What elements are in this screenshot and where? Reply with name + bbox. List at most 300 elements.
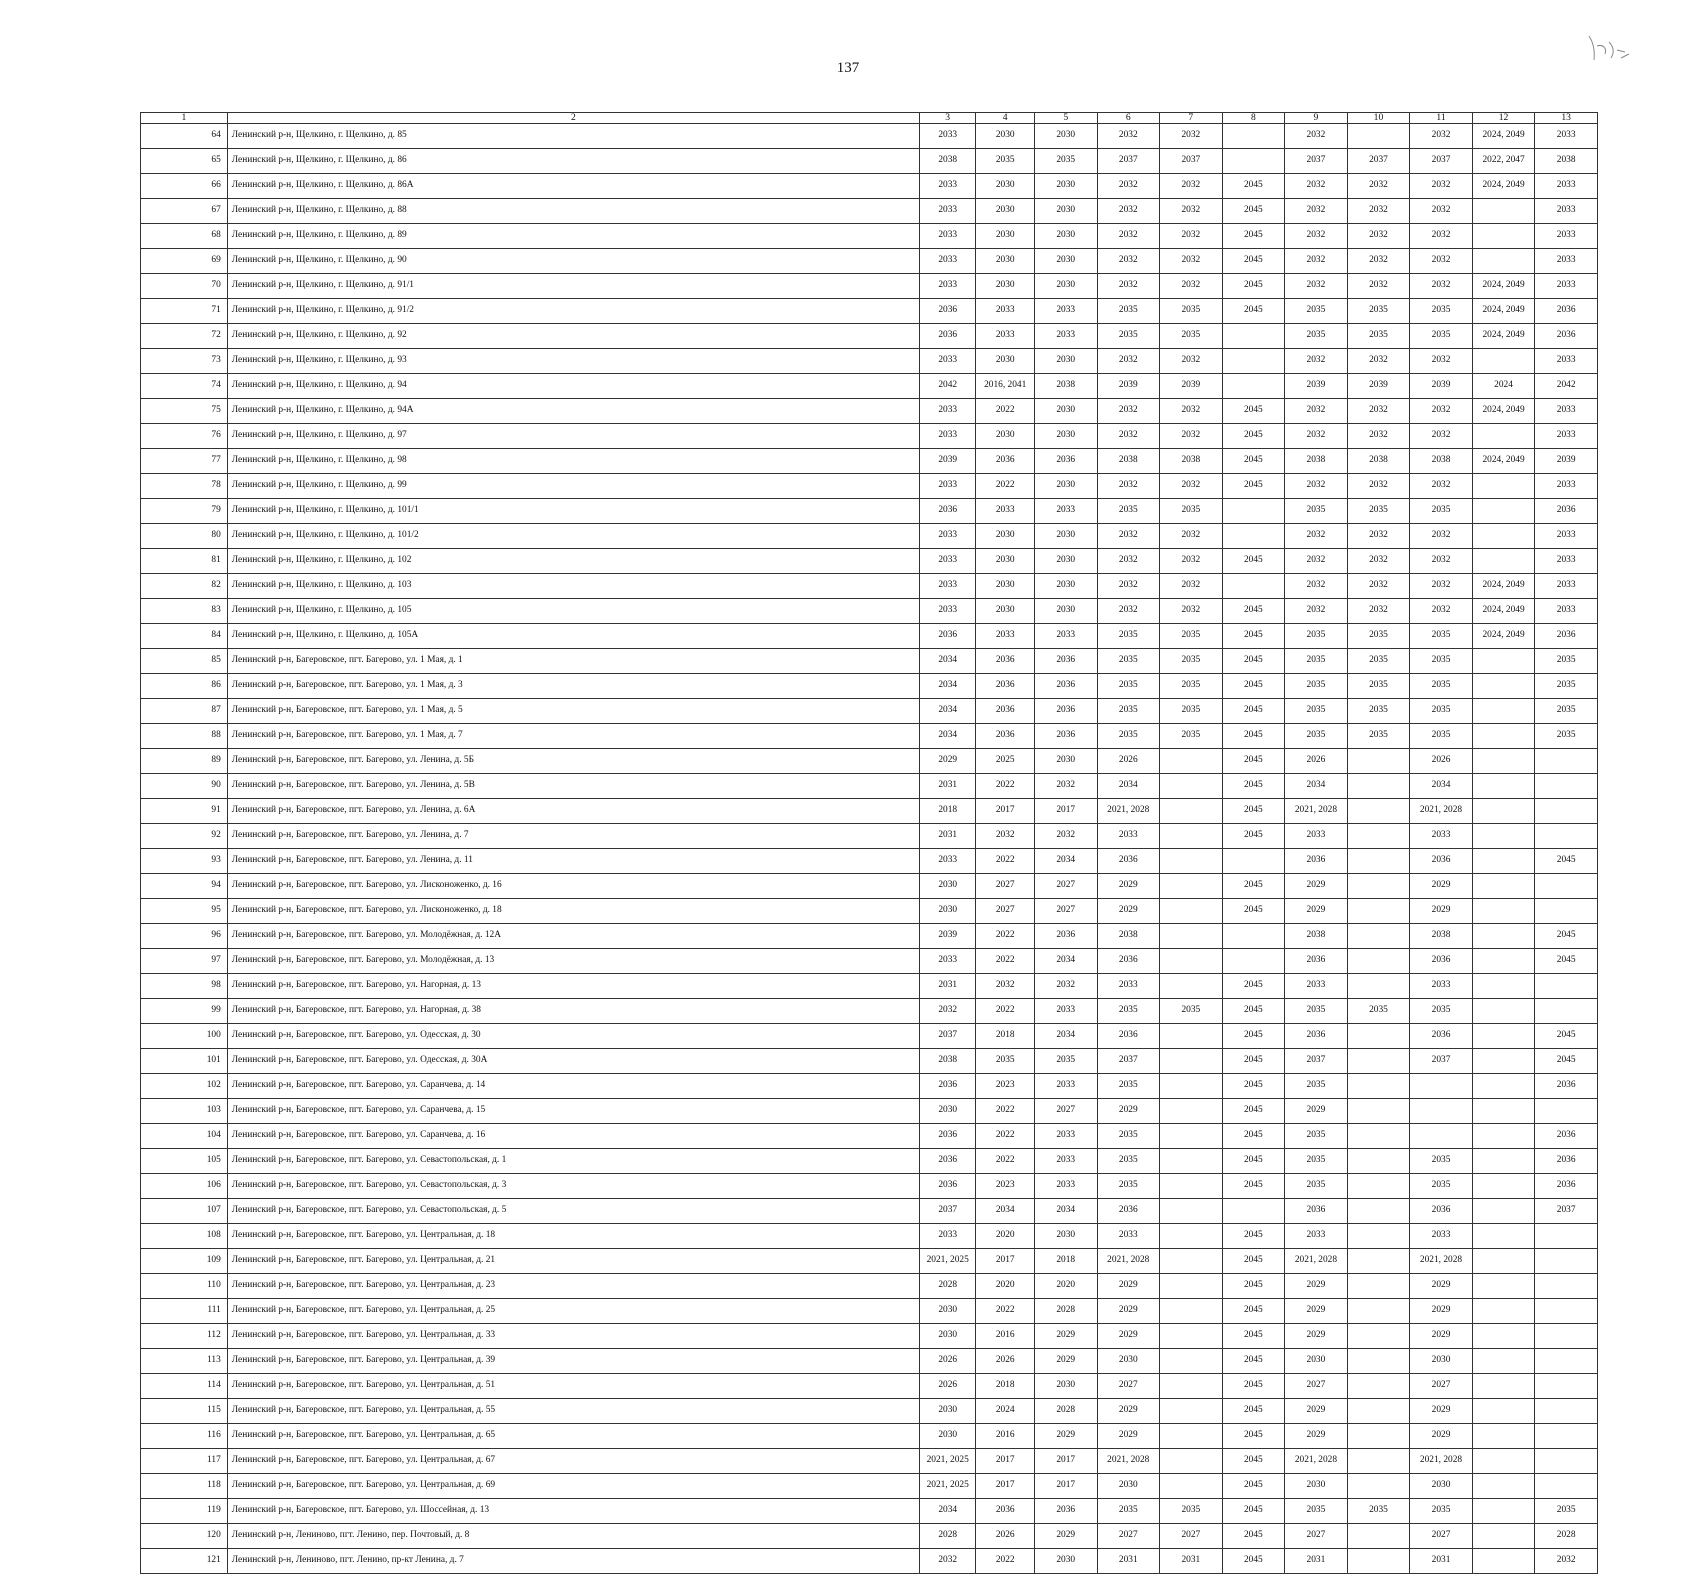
year-cell: 2031 (919, 824, 976, 849)
year-cell: 2034 (1034, 849, 1097, 874)
year-cell: 2033 (919, 599, 976, 624)
year-cell: 2035 (1347, 499, 1410, 524)
year-cell: 2017 (976, 799, 1035, 824)
year-cell (1472, 1474, 1535, 1499)
year-cell: 2021, 2025 (919, 1449, 976, 1474)
year-cell: 2039 (919, 449, 976, 474)
year-cell: 2034 (919, 699, 976, 724)
year-cell: 2033 (919, 849, 976, 874)
year-cell: 2032 (1097, 199, 1160, 224)
address-cell: Ленинский р-н, Багеровское, пгт. Багерово, ул. Центральная, д. 65 (227, 1424, 919, 1449)
year-cell (1535, 1099, 1598, 1124)
year-cell: 2030 (976, 349, 1035, 374)
year-cell: 2035 (1347, 724, 1410, 749)
table-row (141, 249, 1598, 274)
year-cell: 2027 (1034, 874, 1097, 899)
year-cell: 2036 (1285, 1024, 1348, 1049)
year-cell: 2036 (1285, 849, 1348, 874)
address-cell: Ленинский р-н, Багеровское, пгт. Багерово, ул. Саранчева, д. 16 (227, 1124, 919, 1149)
column-header: 2 (227, 113, 919, 124)
table-row (141, 1174, 1598, 1199)
year-cell: 2035 (1097, 674, 1160, 699)
row-number-cell: 73 (141, 349, 228, 374)
address-cell: Ленинский р-н, Щелкино, г. Щелкино, д. 94 (227, 374, 919, 399)
year-cell: 2033 (919, 549, 976, 574)
year-cell: 2032 (1160, 174, 1223, 199)
year-cell: 2032 (1347, 424, 1410, 449)
year-cell: 2032 (1160, 249, 1223, 274)
year-cell: 2021, 2025 (919, 1249, 976, 1274)
year-cell: 2030 (976, 599, 1035, 624)
year-cell (1160, 1124, 1223, 1149)
table-body (141, 124, 1598, 1574)
year-cell: 2035 (1285, 724, 1348, 749)
address-cell: Ленинский р-н, Щелкино, г. Щелкино, д. 90 (227, 249, 919, 274)
year-cell: 2033 (1097, 1224, 1160, 1249)
year-cell (1160, 1399, 1223, 1424)
address-cell: Ленинский р-н, Багеровское, пгт. Багерово, ул. Центральная, д. 39 (227, 1349, 919, 1374)
year-cell: 2030 (1034, 524, 1097, 549)
year-cell: 2042 (919, 374, 976, 399)
year-cell: 2036 (1535, 1174, 1598, 1199)
year-cell (1160, 924, 1223, 949)
year-cell: 2030 (976, 224, 1035, 249)
table-row (141, 649, 1598, 674)
year-cell: 2029 (1097, 1299, 1160, 1324)
year-cell: 2032 (1160, 349, 1223, 374)
year-cell: 2045 (1222, 1549, 1285, 1574)
year-cell: 2029 (1285, 1324, 1348, 1349)
year-cell: 2036 (1034, 1499, 1097, 1524)
year-cell: 2035 (1160, 499, 1223, 524)
year-cell: 2033 (919, 199, 976, 224)
year-cell (1347, 1199, 1410, 1224)
year-cell: 2017 (976, 1474, 1035, 1499)
row-number-cell: 118 (141, 1474, 228, 1499)
row-number-cell: 80 (141, 524, 228, 549)
year-cell (1472, 474, 1535, 499)
year-cell (1347, 974, 1410, 999)
address-cell: Ленинский р-н, Щелкино, г. Щелкино, д. 91/2 (227, 299, 919, 324)
year-cell: 2032 (1285, 174, 1348, 199)
year-cell: 2032 (1160, 124, 1223, 149)
year-cell: 2035 (1034, 149, 1097, 174)
year-cell: 2030 (1034, 349, 1097, 374)
table-row (141, 824, 1598, 849)
year-cell: 2033 (976, 324, 1035, 349)
address-cell: Ленинский р-н, Багеровское, пгт. Багерово, ул. Центральная, д. 25 (227, 1299, 919, 1324)
year-cell: 2045 (1222, 974, 1285, 999)
year-cell: 2028 (1034, 1399, 1097, 1424)
year-cell: 2033 (1097, 974, 1160, 999)
year-cell: 2018 (976, 1024, 1035, 1049)
year-cell: 2033 (919, 424, 976, 449)
year-cell (1222, 324, 1285, 349)
year-cell: 2045 (1222, 249, 1285, 274)
year-cell: 2036 (1034, 649, 1097, 674)
year-cell (1160, 1349, 1223, 1374)
table-row (141, 849, 1598, 874)
table-row (141, 1424, 1598, 1449)
year-cell: 2029 (1285, 1099, 1348, 1124)
year-cell: 2036 (1535, 1074, 1598, 1099)
year-cell: 2032 (1347, 549, 1410, 574)
year-cell: 2033 (1535, 249, 1598, 274)
year-cell: 2035 (1097, 624, 1160, 649)
year-cell: 2024, 2049 (1472, 124, 1535, 149)
row-number-cell: 83 (141, 599, 228, 624)
year-cell: 2021, 2028 (1410, 1449, 1473, 1474)
year-cell: 2032 (1097, 524, 1160, 549)
year-cell: 2032 (1347, 599, 1410, 624)
row-number-cell: 117 (141, 1449, 228, 1474)
address-cell: Ленинский р-н, Щелкино, г. Щелкино, д. 105 (227, 599, 919, 624)
year-cell (1535, 1399, 1598, 1424)
header-row (141, 113, 1598, 124)
year-cell: 2036 (919, 1074, 976, 1099)
year-cell: 2045 (1222, 624, 1285, 649)
table-row (141, 974, 1598, 999)
year-cell: 2035 (1097, 299, 1160, 324)
year-cell (1535, 899, 1598, 924)
address-cell: Ленинский р-н, Багеровское, пгт. Багерово, ул. Саранчева, д. 15 (227, 1099, 919, 1124)
table-row (141, 374, 1598, 399)
year-cell (1347, 824, 1410, 849)
year-cell: 2033 (1285, 1224, 1348, 1249)
year-cell (1347, 1524, 1410, 1549)
year-cell: 2035 (1097, 1074, 1160, 1099)
year-cell: 2030 (1034, 1374, 1097, 1399)
year-cell: 2030 (919, 1424, 976, 1449)
year-cell: 2032 (1410, 224, 1473, 249)
year-cell: 2030 (976, 199, 1035, 224)
address-cell: Ленинский р-н, Багеровское, пгт. Багерово, ул. Центральная, д. 51 (227, 1374, 919, 1399)
year-cell (1160, 849, 1223, 874)
year-cell: 2033 (1034, 499, 1097, 524)
row-number-cell: 76 (141, 424, 228, 449)
year-cell: 2033 (1410, 974, 1473, 999)
row-number-cell: 119 (141, 1499, 228, 1524)
table-row (141, 1399, 1598, 1424)
year-cell (1472, 874, 1535, 899)
year-cell: 2030 (919, 1099, 976, 1124)
year-cell: 2045 (1222, 174, 1285, 199)
year-cell: 2037 (1410, 149, 1473, 174)
year-cell: 2036 (1097, 1199, 1160, 1224)
year-cell (1160, 1149, 1223, 1174)
year-cell: 2037 (919, 1024, 976, 1049)
address-cell: Ленинский р-н, Щелкино, г. Щелкино, д. 99 (227, 474, 919, 499)
address-cell: Ленинский р-н, Багеровское, пгт. Багерово, ул. Молодёжная, д. 13 (227, 949, 919, 974)
year-cell: 2030 (1034, 424, 1097, 449)
year-cell: 2035 (1347, 324, 1410, 349)
year-cell: 2032 (1347, 199, 1410, 224)
address-cell: Ленинский р-н, Щелкино, г. Щелкино, д. 103 (227, 574, 919, 599)
year-cell: 2021, 2025 (919, 1474, 976, 1499)
address-cell: Ленинский р-н, Багеровское, пгт. Багерово, ул. Центральная, д. 18 (227, 1224, 919, 1249)
year-cell: 2045 (1222, 1474, 1285, 1499)
table-row (141, 774, 1598, 799)
table-row (141, 924, 1598, 949)
year-cell: 2032 (976, 974, 1035, 999)
row-number-cell: 84 (141, 624, 228, 649)
year-cell: 2030 (1285, 1349, 1348, 1374)
year-cell: 2032 (1410, 599, 1473, 624)
year-cell: 2033 (1535, 124, 1598, 149)
year-cell: 2032 (1410, 349, 1473, 374)
year-cell (1160, 1374, 1223, 1399)
year-cell: 2029 (1285, 874, 1348, 899)
year-cell: 2037 (1160, 149, 1223, 174)
year-cell: 2035 (1097, 999, 1160, 1024)
year-cell: 2034 (1097, 774, 1160, 799)
year-cell: 2018 (976, 1374, 1035, 1399)
year-cell: 2032 (919, 1549, 976, 1574)
year-cell (1472, 1274, 1535, 1299)
year-cell: 2032 (1347, 574, 1410, 599)
year-cell: 2030 (1034, 474, 1097, 499)
table-row (141, 1274, 1598, 1299)
year-cell: 2027 (1285, 1524, 1348, 1549)
year-cell: 2035 (1097, 724, 1160, 749)
year-cell: 2033 (1034, 1124, 1097, 1149)
address-cell: Ленинский р-н, Лениново, пгт. Ленино, пр-кт Ленина, д. 7 (227, 1549, 919, 1574)
year-cell: 2029 (1410, 899, 1473, 924)
year-cell: 2035 (1535, 674, 1598, 699)
year-cell (1472, 799, 1535, 824)
year-cell: 2035 (1535, 649, 1598, 674)
year-cell: 2045 (1222, 824, 1285, 849)
year-cell: 2022 (976, 474, 1035, 499)
year-cell: 2022 (976, 1299, 1035, 1324)
year-cell (1535, 1274, 1598, 1299)
table-row (141, 1349, 1598, 1374)
year-cell: 2033 (1410, 1224, 1473, 1249)
year-cell: 2035 (1410, 624, 1473, 649)
year-cell: 2035 (1285, 999, 1348, 1024)
year-cell: 2031 (1097, 1549, 1160, 1574)
year-cell: 2037 (1535, 1199, 1598, 1224)
year-cell: 2030 (1034, 1224, 1097, 1249)
year-cell: 2032 (1097, 349, 1160, 374)
year-cell: 2038 (1285, 449, 1348, 474)
year-cell: 2030 (1034, 274, 1097, 299)
year-cell: 2030 (1034, 224, 1097, 249)
year-cell: 2038 (1097, 449, 1160, 474)
year-cell: 2035 (1535, 699, 1598, 724)
table-row (141, 624, 1598, 649)
year-cell: 2032 (1410, 474, 1473, 499)
year-cell: 2033 (1034, 1174, 1097, 1199)
year-cell: 2035 (1410, 699, 1473, 724)
table-row (141, 524, 1598, 549)
year-cell: 2036 (1535, 499, 1598, 524)
year-cell: 2024, 2049 (1472, 174, 1535, 199)
year-cell: 2030 (976, 424, 1035, 449)
year-cell: 2033 (1535, 424, 1598, 449)
row-number-cell: 92 (141, 824, 228, 849)
year-cell: 2035 (1347, 649, 1410, 674)
year-cell: 2030 (1034, 599, 1097, 624)
table-row (141, 474, 1598, 499)
year-cell: 2033 (1097, 824, 1160, 849)
year-cell (1222, 949, 1285, 974)
year-cell: 2034 (1410, 774, 1473, 799)
year-cell: 2035 (1410, 1174, 1473, 1199)
table-row (141, 549, 1598, 574)
year-cell (1472, 749, 1535, 774)
year-cell (1160, 1074, 1223, 1099)
year-cell (1160, 1449, 1223, 1474)
year-cell: 2030 (1097, 1474, 1160, 1499)
year-cell: 2027 (976, 874, 1035, 899)
data-table-container (140, 112, 1598, 1574)
year-cell: 2030 (1034, 1549, 1097, 1574)
year-cell: 2032 (1285, 424, 1348, 449)
address-cell: Ленинский р-н, Щелкино, г. Щелкино, д. 89 (227, 224, 919, 249)
row-number-cell: 85 (141, 649, 228, 674)
table-row (141, 1124, 1598, 1149)
year-cell (1472, 349, 1535, 374)
year-cell: 2033 (919, 124, 976, 149)
year-cell: 2027 (1034, 899, 1097, 924)
address-cell: Ленинский р-н, Щелкино, г. Щелкино, д. 93 (227, 349, 919, 374)
year-cell: 2045 (1222, 874, 1285, 899)
year-cell: 2020 (976, 1224, 1035, 1249)
year-cell (1160, 949, 1223, 974)
table-row (141, 599, 1598, 624)
year-cell (1472, 1499, 1535, 1524)
year-cell: 2037 (1285, 1049, 1348, 1074)
year-cell (1535, 799, 1598, 824)
year-cell (1222, 349, 1285, 374)
year-cell: 2029 (1285, 1399, 1348, 1424)
year-cell: 2032 (1097, 224, 1160, 249)
row-number-cell: 65 (141, 149, 228, 174)
year-cell: 2033 (1034, 1074, 1097, 1099)
year-cell: 2017 (976, 1249, 1035, 1274)
table-row (141, 1324, 1598, 1349)
year-cell: 2024 (1472, 374, 1535, 399)
year-cell: 2029 (1285, 1274, 1348, 1299)
year-cell: 2036 (1034, 924, 1097, 949)
year-cell: 2035 (1410, 649, 1473, 674)
year-cell: 2029 (1034, 1349, 1097, 1374)
year-cell (1410, 1099, 1473, 1124)
year-cell: 2030 (919, 899, 976, 924)
year-cell: 2035 (1410, 674, 1473, 699)
year-cell (1347, 1224, 1410, 1249)
year-cell: 2030 (1034, 749, 1097, 774)
year-cell: 2038 (1410, 924, 1473, 949)
year-cell (1472, 924, 1535, 949)
year-cell (1347, 1074, 1410, 1099)
year-cell: 2035 (976, 1049, 1035, 1074)
year-cell: 2032 (1347, 174, 1410, 199)
year-cell: 2032 (919, 999, 976, 1024)
table-row (141, 174, 1598, 199)
row-number-cell: 70 (141, 274, 228, 299)
year-cell: 2032 (1285, 199, 1348, 224)
row-number-cell: 78 (141, 474, 228, 499)
year-cell: 2034 (919, 1499, 976, 1524)
year-cell: 2036 (1410, 1199, 1473, 1224)
year-cell: 2045 (1222, 1149, 1285, 1174)
year-cell: 2045 (1222, 1224, 1285, 1249)
year-cell (1222, 924, 1285, 949)
year-cell: 2033 (1285, 974, 1348, 999)
column-header: 1 (141, 113, 228, 124)
year-cell: 2033 (919, 349, 976, 374)
year-cell: 2029 (1097, 1324, 1160, 1349)
year-cell (1472, 974, 1535, 999)
year-cell: 2036 (1097, 949, 1160, 974)
table-row (141, 1224, 1598, 1249)
table-row (141, 424, 1598, 449)
year-cell: 2034 (976, 1199, 1035, 1224)
table-row (141, 799, 1598, 824)
year-cell (1472, 1349, 1535, 1374)
year-cell: 2045 (1222, 1424, 1285, 1449)
year-cell (1535, 1324, 1598, 1349)
year-cell (1160, 774, 1223, 799)
year-cell: 2022 (976, 924, 1035, 949)
year-cell: 2045 (1222, 599, 1285, 624)
year-cell: 2024, 2049 (1472, 599, 1535, 624)
column-header: 3 (919, 113, 976, 124)
year-cell: 2027 (1034, 1099, 1097, 1124)
year-cell: 2037 (1285, 149, 1348, 174)
year-cell (1160, 1474, 1223, 1499)
year-cell: 2045 (1222, 1249, 1285, 1274)
year-cell: 2021, 2028 (1097, 1449, 1160, 1474)
year-cell: 2030 (976, 524, 1035, 549)
year-cell: 2022 (976, 1149, 1035, 1174)
year-cell (1347, 1174, 1410, 1199)
year-cell (1535, 1449, 1598, 1474)
year-cell: 2033 (1034, 299, 1097, 324)
year-cell: 2045 (1222, 1299, 1285, 1324)
year-cell: 2029 (1410, 874, 1473, 899)
address-cell: Ленинский р-н, Багеровское, пгт. Багерово, ул. Центральная, д. 69 (227, 1474, 919, 1499)
column-header: 10 (1347, 113, 1410, 124)
row-number-cell: 79 (141, 499, 228, 524)
row-number-cell: 95 (141, 899, 228, 924)
year-cell: 2032 (1285, 349, 1348, 374)
year-cell: 2033 (919, 949, 976, 974)
row-number-cell: 112 (141, 1324, 228, 1349)
year-cell (1347, 874, 1410, 899)
year-cell: 2032 (1285, 249, 1348, 274)
address-cell: Ленинский р-н, Багеровское, пгт. Багерово, ул. Одесская, д. 30 (227, 1024, 919, 1049)
year-cell: 2032 (1410, 274, 1473, 299)
year-cell (1160, 1249, 1223, 1274)
year-cell: 2032 (1160, 199, 1223, 224)
row-number-cell: 89 (141, 749, 228, 774)
year-cell: 2022 (976, 1549, 1035, 1574)
address-cell: Ленинский р-н, Щелкино, г. Щелкино, д. 105А (227, 624, 919, 649)
address-cell: Ленинский р-н, Багеровское, пгт. Багерово, ул. Центральная, д. 21 (227, 1249, 919, 1274)
address-cell: Ленинский р-н, Щелкино, г. Щелкино, д. 92 (227, 324, 919, 349)
year-cell (1472, 674, 1535, 699)
year-cell (1347, 774, 1410, 799)
year-cell: 2035 (1160, 1499, 1223, 1524)
year-cell: 2021, 2028 (1097, 1249, 1160, 1274)
year-cell: 2017 (1034, 799, 1097, 824)
year-cell: 2036 (1535, 1149, 1598, 1174)
year-cell: 2036 (1410, 849, 1473, 874)
year-cell: 2035 (1097, 699, 1160, 724)
